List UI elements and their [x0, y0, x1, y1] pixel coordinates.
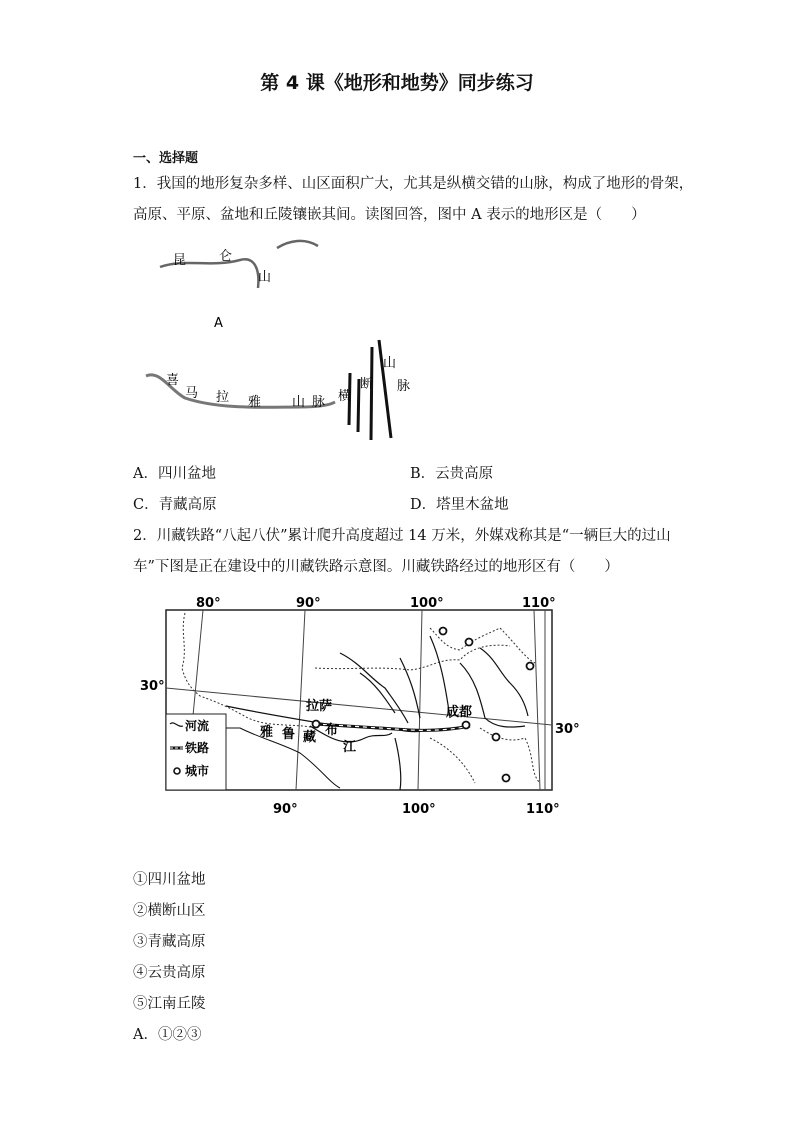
hengduan-label-2: 断	[360, 377, 374, 392]
option-d: D．塔里木盆地	[410, 497, 509, 513]
river-label-4: 布	[325, 723, 339, 738]
item-4: ④云贵高原	[133, 965, 206, 981]
city-chengdu-label: 成都	[446, 705, 473, 720]
railway-map	[130, 588, 590, 820]
top-lon-90: 90°	[296, 596, 321, 611]
city-marker	[527, 663, 534, 670]
hengduan-line-2	[358, 379, 359, 432]
bottom-lon-110: 110°	[526, 802, 560, 817]
option-a: A．四川盆地	[133, 466, 216, 482]
himalaya-label-3: 拉	[216, 390, 230, 405]
himalaya-label-2: 马	[185, 386, 199, 401]
himalaya-label-6: 脉	[312, 395, 326, 410]
kunlun-mountain-line-east	[277, 241, 318, 248]
legend-river-label: 河流	[185, 719, 210, 733]
kunlun-label-3: 山	[258, 270, 272, 285]
map-legend	[166, 714, 226, 790]
item-1: ①四川盆地	[133, 872, 206, 888]
option-b: B．云贵高原	[410, 466, 494, 482]
mountain-figure	[140, 230, 430, 445]
hengduan-label-3: 山	[383, 356, 397, 371]
item-5: ⑤江南丘陵	[133, 996, 206, 1012]
lat-left-30: 30°	[140, 679, 165, 694]
question-2-line-2: 车”下图是正在建设中的川藏铁路示意图。川藏铁路经过的地形区有（ ）	[133, 559, 619, 575]
city-marker	[466, 639, 473, 646]
city-marker	[313, 721, 320, 728]
legend-city-label: 城市	[185, 764, 210, 778]
top-lon-110: 110°	[522, 596, 556, 611]
bottom-lon-100: 100°	[402, 802, 436, 817]
question-2-line-1: 2．川藏铁路“八起八伏”累计爬升高度超过 14 万米，外媒戏称其是“一辆巨大的过山	[133, 528, 671, 544]
legend-railway-label: 铁路	[185, 741, 210, 755]
city-marker	[493, 734, 500, 741]
lat-right-30: 30°	[555, 722, 580, 737]
city-marker	[503, 775, 510, 782]
legend-city-symbol	[174, 768, 180, 774]
top-lon-100: 100°	[410, 596, 444, 611]
city-marker	[463, 722, 470, 729]
himalaya-label-1: 喜	[166, 373, 180, 388]
city-marker	[440, 628, 447, 635]
river-label-2: 鲁	[282, 727, 296, 742]
item-3: ③青藏高原	[133, 934, 206, 950]
hengduan-line-3	[371, 347, 372, 440]
river-label-1: 雅	[260, 725, 274, 740]
bottom-lon-90: 90°	[273, 802, 298, 817]
river-label-5: 江	[343, 740, 357, 755]
point-a-label: A	[214, 316, 223, 331]
question-1-line-2: 高原、平原、盆地和丘陵镶嵌其间。读图回答，图中 A 表示的地形区是（ ）	[133, 207, 646, 223]
hengduan-label-4: 脉	[397, 379, 411, 394]
page-title: 第 4 课《地形和地势》同步练习	[260, 72, 534, 94]
q2-option-a: A．①②③	[133, 1027, 202, 1043]
question-1-line-1: 1．我国的地形复杂多样、山区面积广大，尤其是纵横交错的山脉，构成了地形的骨架，	[133, 176, 694, 192]
option-c: C．青藏高原	[133, 497, 217, 513]
city-lhasa-label: 拉萨	[306, 699, 333, 714]
hengduan-label-1: 横	[338, 389, 352, 404]
himalaya-label-4: 雅	[248, 395, 262, 410]
section-heading: 一、选择题	[133, 151, 199, 166]
kunlun-label-1: 昆	[173, 253, 187, 268]
himalaya-label-5: 山	[292, 395, 306, 410]
top-lon-80: 80°	[196, 596, 221, 611]
river-label-3: 藏	[303, 730, 317, 745]
kunlun-label-2: 仑	[219, 249, 233, 264]
hengduan-line-4	[379, 340, 391, 438]
item-2: ②横断山区	[133, 903, 206, 919]
